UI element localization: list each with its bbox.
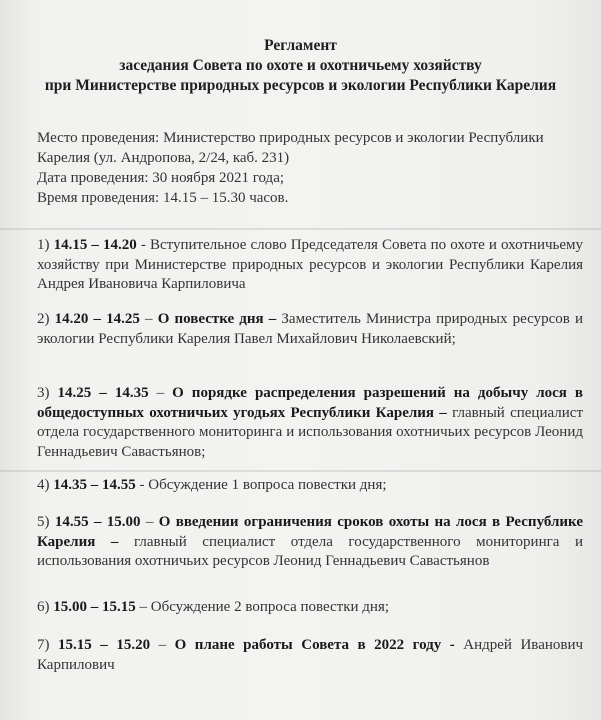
agenda-item: 5) 14.55 – 15.00 – О введении ограничения сроков охоты на лося в Республике Карелия – главный специалист отдела государственного мониторинга и использования охотничьих ресурсов Леонид Геннадьевич Савастьянов	[37, 514, 583, 569]
agenda-topic: О повестке дня –	[157, 311, 277, 327]
paper-fold	[0, 470, 601, 472]
agenda-item: 6) 15.00 – 15.15 – Обсуждение 2 вопроса повестки дня;	[37, 599, 390, 615]
agenda-topic: О введении ограничения сроков охоты на лося в Республике Карелия –	[37, 514, 583, 550]
agenda-text: Андрей Иванович Карпилович	[37, 637, 584, 673]
document-subtitle: заседания Совета по охоте и охотничьему хозяйству	[119, 57, 482, 74]
agenda-item: 2) 14.20 – 14.25 – О повестке дня – Заместитель Министра природных ресурсов и экологии Республики Карелия Павел Михайлович Николаевский;	[37, 311, 584, 347]
meeting-time: Время проведения: 14.15 – 15.30 часов.	[37, 190, 289, 206]
agenda-item: 1) 14.15 – 14.20 - Вступительное слово Председателя Совета по охоте и охотничьему хозяйству при Министерстве природных ресурсов и экологии Республики Карелия Андрея Ивановича Карпиловича	[37, 237, 584, 292]
agenda-time: 14.15 – 14.20	[53, 237, 137, 253]
meeting-date: Дата проведения: 30 ноября 2021 года;	[37, 170, 285, 186]
agenda-item: 3) 14.25 – 14.35 – О порядке распределения разрешений на добычу лося в общедоступных охотничьих угодьях Республики Карелия – главный специалист отдела государственного мониторинга и использования охотничьих ресурсов Леонид Геннадьевич Савастьянов;	[37, 385, 584, 460]
agenda-time: 15.00 – 15.15	[53, 599, 136, 615]
paper-fold	[0, 228, 601, 230]
document-subtitle-ministry: при Министерстве природных ресурсов и экологии Республики Карелия	[44, 77, 557, 94]
agenda-time: 14.55 – 15.00	[54, 514, 141, 530]
agenda-time: 14.20 – 14.25	[54, 311, 140, 327]
agenda-time: 14.25 – 14.35	[57, 385, 149, 401]
agenda-text: Обсуждение 2 вопроса повестки дня;	[150, 599, 390, 615]
agenda-text: главный специалист отдела государственного мониторинга и использования охотничьих ресурсов Леонид Геннадьевич Савастьянов	[37, 533, 583, 569]
agenda-time: 15.15 – 15.20	[58, 637, 151, 653]
agenda-item: 4) 14.35 – 14.55 - Обсуждение 1 вопроса повестки дня;	[37, 477, 387, 493]
meeting-place: Место проведения: Министерство природных ресурсов и экологии Республики Карелия (ул. Андропова, 2/24, каб. 231)	[37, 130, 544, 166]
agenda-topic: О порядке распределения разрешений на добычу лося в общедоступных охотничьих угодьях Республики Карелия –	[37, 385, 584, 421]
agenda-time: 14.35 – 14.55	[53, 477, 136, 493]
agenda-text: Заместитель Министра природных ресурсов и экологии Республики Карелия Павел Михайлович Николаевский;	[37, 311, 584, 347]
agenda-item: 7) 15.15 – 15.20 – О плане работы Совета в 2022 году - Андрей Иванович Карпилович	[37, 637, 584, 673]
document-title: Регламент	[264, 37, 337, 54]
agenda-text: Вступительное слово Председателя Совета по охоте и охотничьему хозяйству при Министерстве природных ресурсов и экологии Республики Карелия Андрея Ивановича Карпиловича	[37, 237, 584, 292]
agenda-text: главный специалист отдела государственного мониторинга и использования охотничьих ресурсов Леонид Геннадьевич Савастьянов;	[37, 404, 583, 460]
agenda-text: Обсуждение 1 вопроса повестки дня;	[148, 477, 387, 493]
agenda-topic: О плане работы Совета в 2022 году -	[174, 637, 455, 653]
